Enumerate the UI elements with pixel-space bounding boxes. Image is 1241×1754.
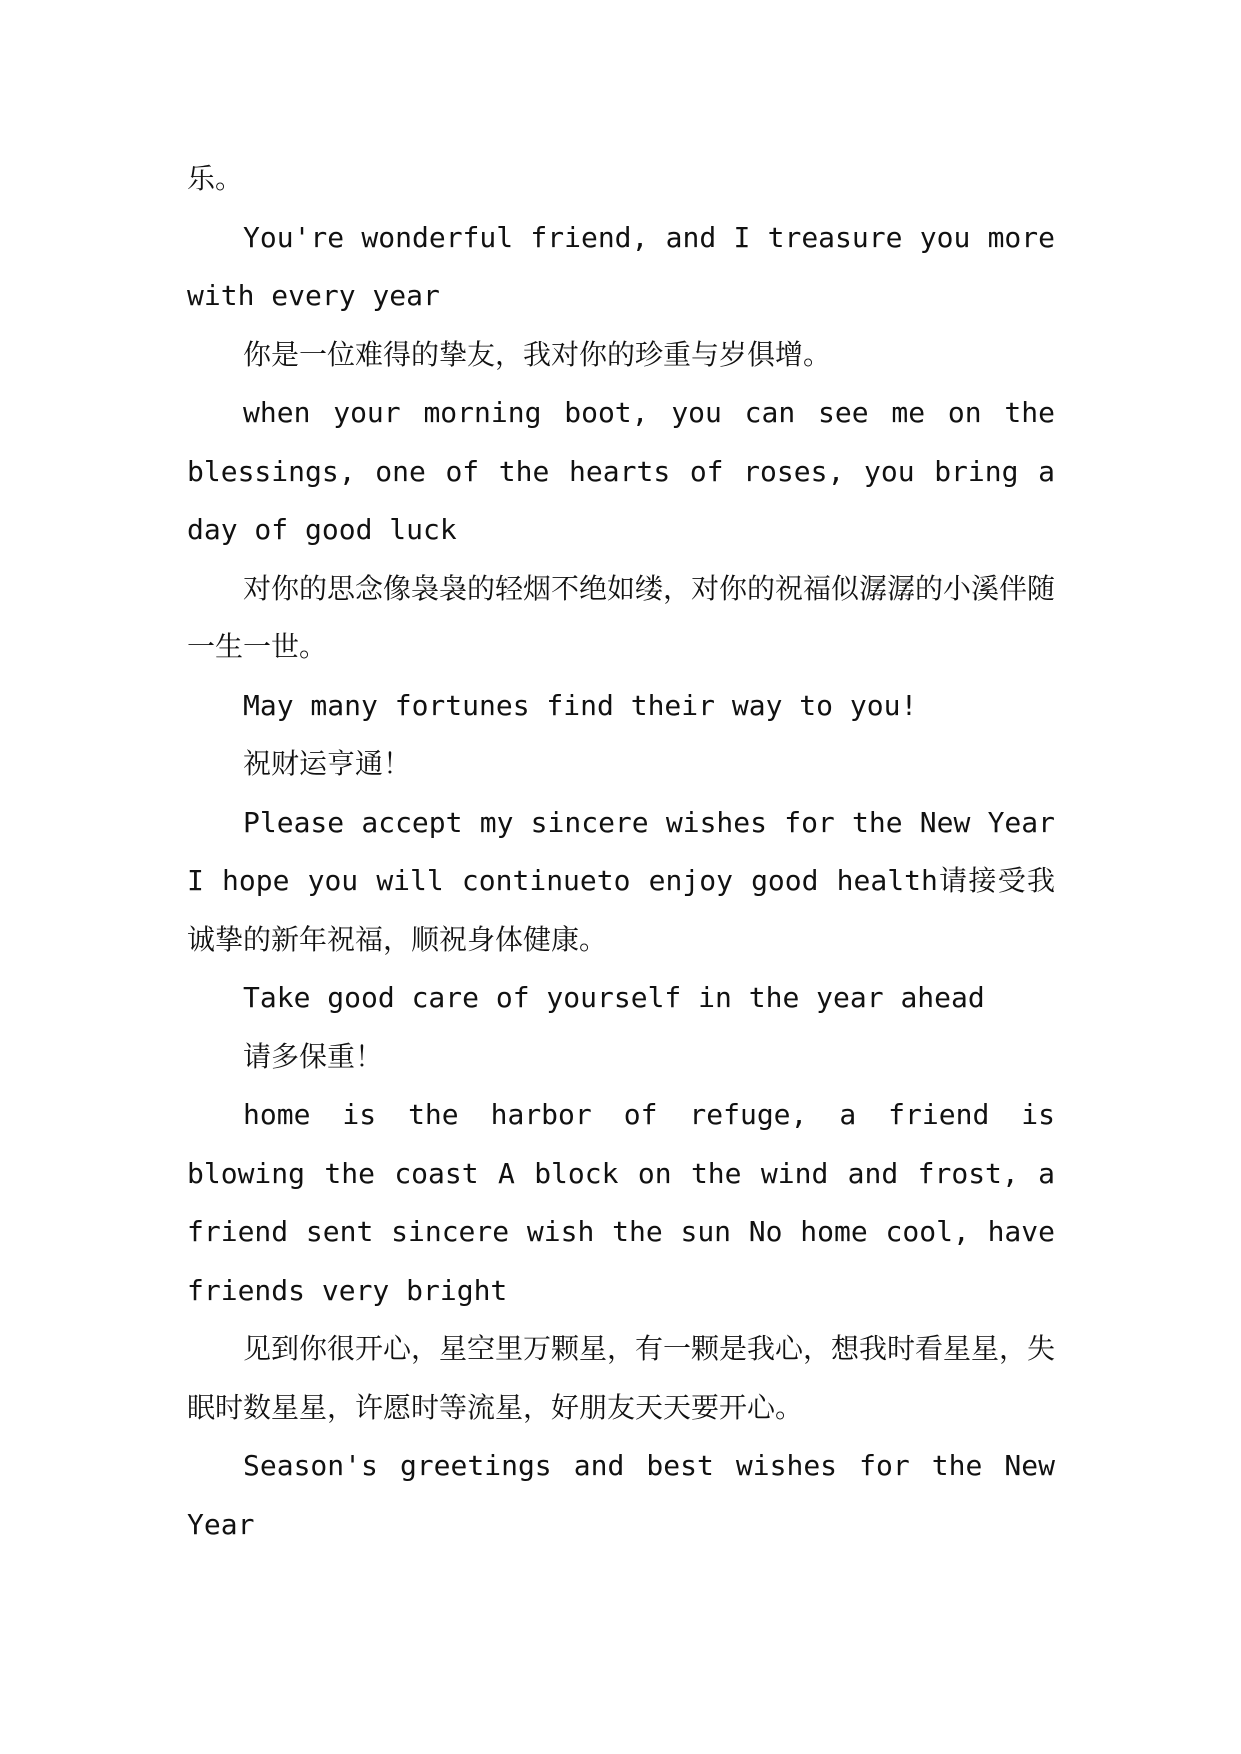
- paragraph: 请多保重！: [243, 1039, 384, 1073]
- paragraph: home is the harbor of refuge, a friend is blowing the coast A block on the wind and frost, a friend sent sincere wish the sun No home cool, have friends very bright: [187, 1098, 1055, 1307]
- paragraph: Please accept my sincere wishes for the New Year I hope you will continueto enjoy good health请接受我诚挚的新年祝福，顺祝身体健康。: [187, 805, 1055, 956]
- paragraph: 乐。: [187, 162, 244, 195]
- paragraph: 对你的思念像袅袅的轻烟不绝如缕，对你的祝福似潺潺的小溪伴随一生一世。: [187, 571, 1056, 663]
- paragraph: 你是一位难得的挚友，我对你的珍重与岁俱增。: [243, 337, 832, 371]
- paragraph: You're wonderful friend, and I treasure you more with every year: [187, 220, 1055, 312]
- document-body: [187, 150, 1055, 1554]
- paragraph: Season's greetings and best wishes for the New Year: [187, 1449, 1055, 1541]
- paragraph: Take good care of yourself in the year ahead: [243, 981, 985, 1014]
- paragraph: 祝财运亨通！: [243, 747, 412, 780]
- paragraph: 见到你很开心，星空里万颗星，有一颗是我心，想我时看星星，失眠时数星星，许愿时等流星，好朋友天天要开心。: [187, 1332, 1056, 1424]
- paragraph: when your morning boot, you can see me on the blessings, one of the hearts of roses, you bring a day of good luck: [187, 396, 1055, 546]
- paragraph: May many fortunes find their way to you!: [243, 688, 918, 722]
